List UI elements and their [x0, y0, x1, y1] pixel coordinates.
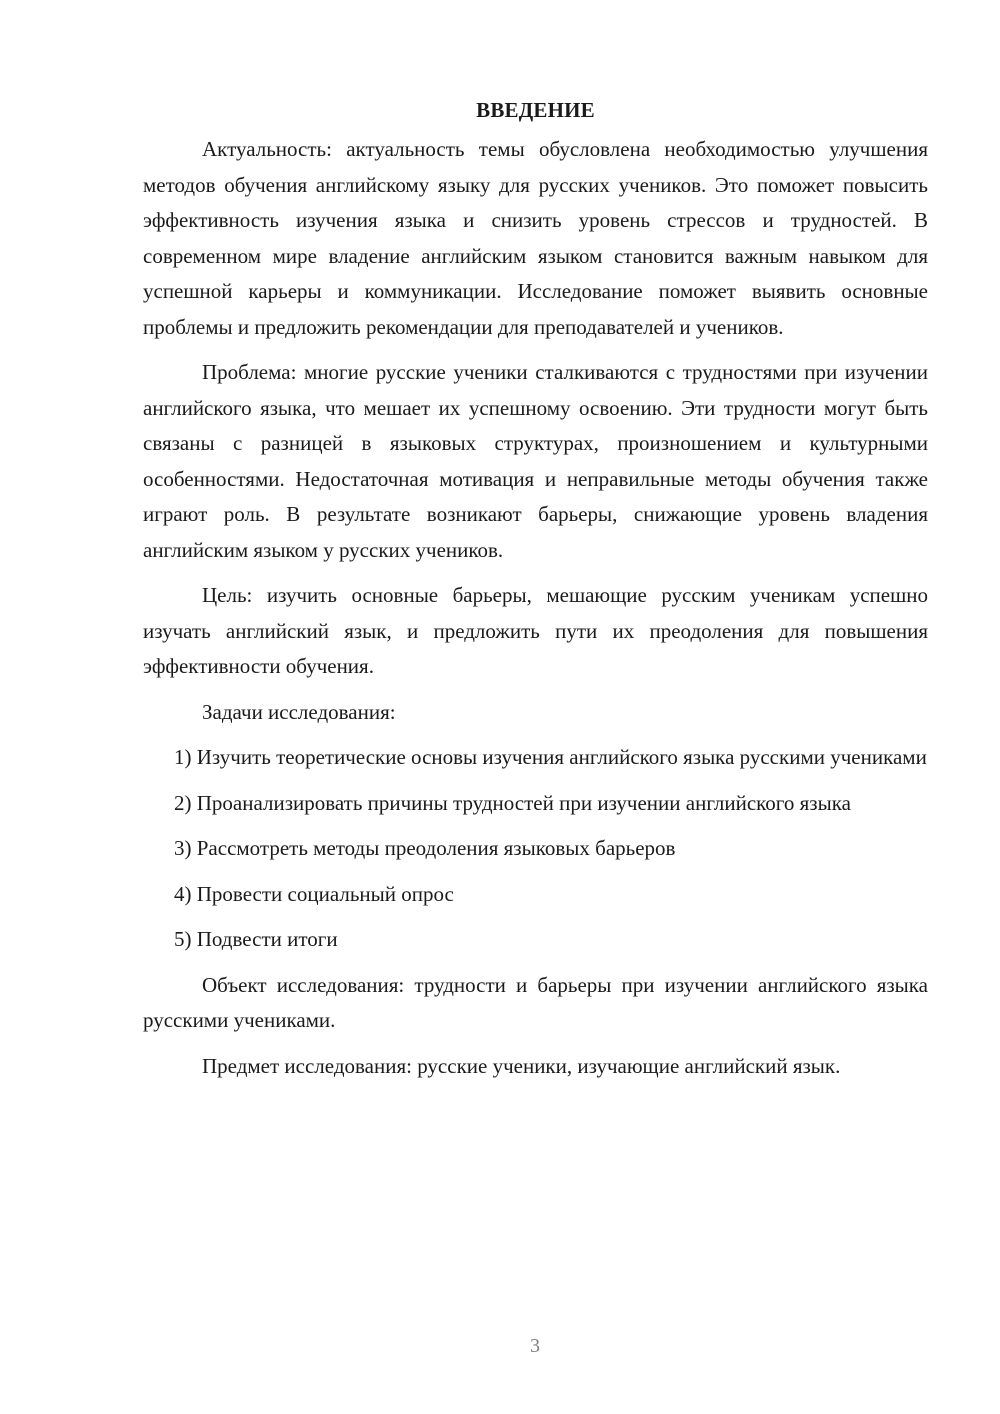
page-number: 3 [530, 1335, 540, 1357]
list-item: 5) Подвести итоги [174, 927, 338, 951]
list-item: 3) Рассмотреть методы преодоления языковых барьеров [174, 836, 676, 860]
list-item: 1) Изучить теоретические основы изучения английского языка русскими учениками [174, 745, 927, 769]
paragraph-subject: Предмет исследования: русские ученики, изучающие английский язык. [202, 1053, 841, 1078]
paragraph-problem: Проблема: многие русские ученики сталкиваются с трудностями при изучении английского языка, что мешает их успешному освоению. Эти трудности могут быть связаны с разницей в языковых структурах, произношением и культурными особенностями. Недостаточная мотивация и неправильные методы обучения также играют роль. В результате возникают барьеры, снижающие уровень владения английским языком у русских учеников. [143, 360, 928, 562]
paragraph-object: Объект исследования: трудности и барьеры при изучении английского языка русскими учениками. [143, 972, 928, 1032]
tasks-label: Задачи исследования: [202, 699, 396, 724]
list-item: 2) Проанализировать причины трудностей при изучении английского языка [174, 790, 851, 815]
paragraph-relevance: Актуальность: актуальность темы обусловлена необходимостью улучшения методов обучения английскому языку для русских учеников. Это поможет повысить эффективность изучения языка и снизить уровень стрессов и трудностей. В современном мире владение английским языком становится важным навыком для успешной карьеры и коммуникации. Исследование поможет выявить основные проблемы и предложить рекомендации для преподавателей и учеников. [143, 137, 928, 339]
list-item: 4) Провести социальный опрос [174, 881, 454, 906]
page-content [143, 92, 928, 1094]
section-heading: ВВЕДЕНИЕ [476, 98, 595, 122]
tasks-list [143, 740, 928, 958]
paragraph-goal: Цель: изучить основные барьеры, мешающие русским ученикам успешно изучать английский язык, и предложить пути их преодоления для повышения эффективности обучения. [143, 583, 928, 678]
